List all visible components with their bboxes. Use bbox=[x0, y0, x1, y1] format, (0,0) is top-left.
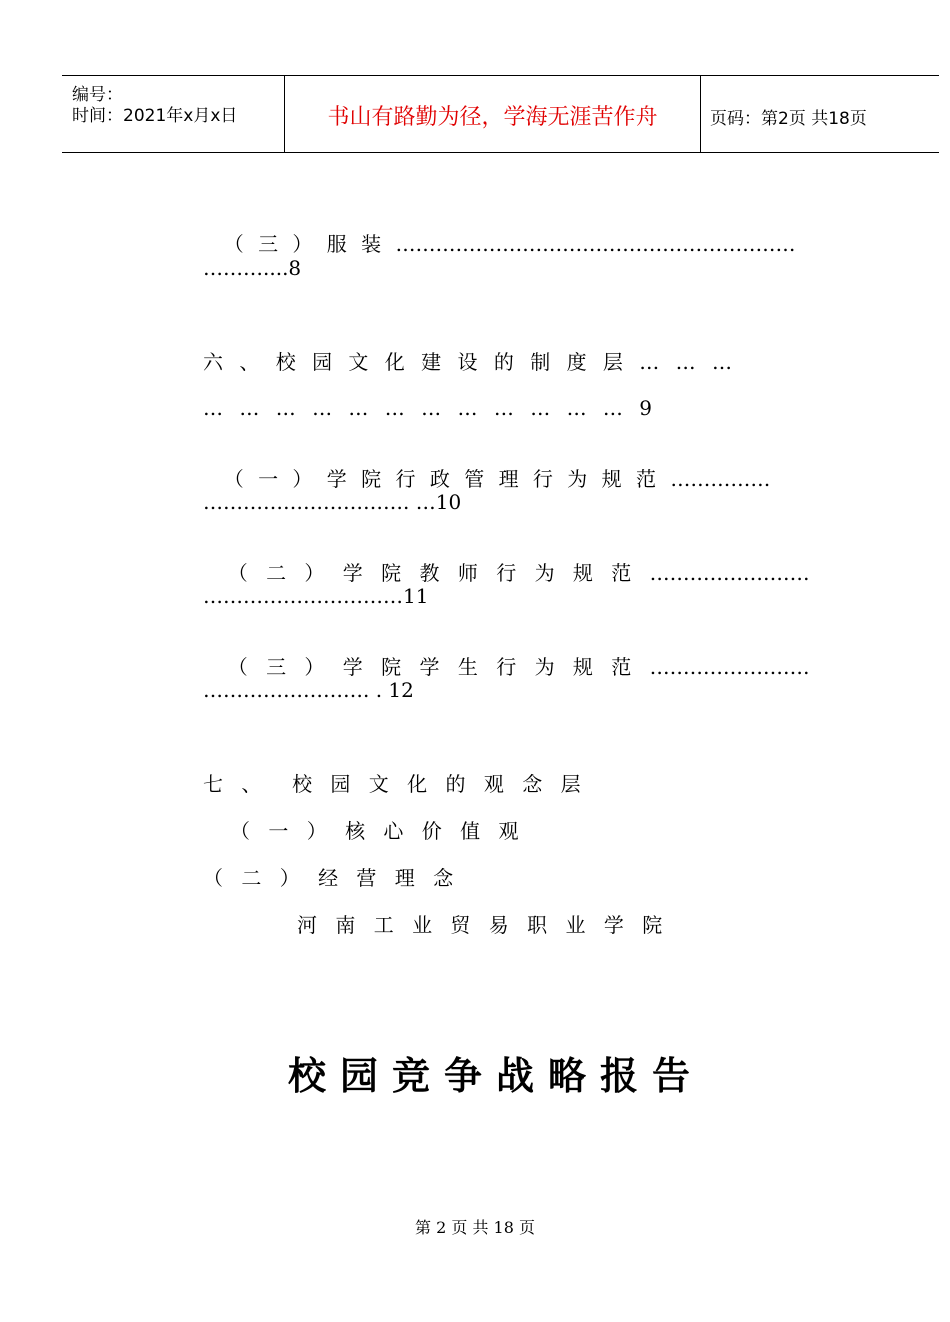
header-page-cell bbox=[700, 76, 939, 152]
motto-text: 书山有路勤为径，学海无涯苦作舟 bbox=[327, 105, 658, 130]
toc-leader-dots: …………………… bbox=[649, 655, 810, 679]
toc-entry-student-norms[interactable] bbox=[203, 631, 810, 679]
toc-entry-admin-norms-page: …………………………. …10 bbox=[203, 490, 462, 514]
toc-entry-label: （ 三 ） 学 院 学 生 行 为 规 范 bbox=[227, 655, 650, 679]
subsection-core-values[interactable]: （ 一 ） 核 心 价 值 观 bbox=[230, 819, 525, 843]
section-concept-layer-heading[interactable]: 七 、 校 园 文 化 的 观 念 层 bbox=[203, 772, 587, 796]
toc-leader-dots: …………… bbox=[670, 467, 771, 491]
toc-entry-teacher-norms-page: …………………………11 bbox=[203, 584, 429, 608]
toc-entry-label: （ 一 ） 学 院 行 政 管 理 行 为 规 范 bbox=[223, 467, 671, 491]
page-header bbox=[62, 75, 939, 153]
header-meta-cell bbox=[62, 76, 284, 152]
toc-entry-clothing-page: ………....8 bbox=[203, 256, 302, 280]
report-title: 校园竞争战略报告 bbox=[288, 1054, 705, 1098]
page-code-text: 页码：第2页 共18页 bbox=[710, 109, 867, 129]
toc-entry-institutional-layer-page: … … … … … … … … … … … … 9 bbox=[203, 396, 658, 420]
toc-leader-dots: …………………… bbox=[649, 561, 810, 585]
toc-entry-institutional-layer[interactable]: 六 、 校 园 文 化 建 设 的 制 度 层 … … … bbox=[203, 350, 738, 374]
toc-entry-teacher-norms[interactable] bbox=[203, 537, 810, 585]
toc-entry-admin-norms[interactable] bbox=[203, 443, 770, 491]
subsection-business-philosophy[interactable]: （ 二 ） 经 营 理 念 bbox=[203, 866, 460, 890]
toc-entry-clothing[interactable] bbox=[203, 208, 796, 256]
institution-name: 河 南 工 业 贸 易 职 业 学 院 bbox=[297, 913, 669, 937]
document-code-label: 编号： bbox=[72, 85, 123, 105]
toc-entry-label: （ 三 ） 服 装 bbox=[223, 232, 396, 256]
page-footer: 第 2 页 共 18 页 bbox=[415, 1218, 535, 1237]
toc-entry-student-norms-page: ……………………. . 12 bbox=[203, 678, 414, 702]
toc-leader-dots: …………………………………………………… bbox=[395, 232, 796, 256]
document-time-label: 时间：2021年x月x日 bbox=[72, 106, 238, 126]
header-motto-cell bbox=[284, 76, 701, 152]
toc-entry-label: （ 二 ） 学 院 教 师 行 为 规 范 bbox=[227, 561, 650, 585]
